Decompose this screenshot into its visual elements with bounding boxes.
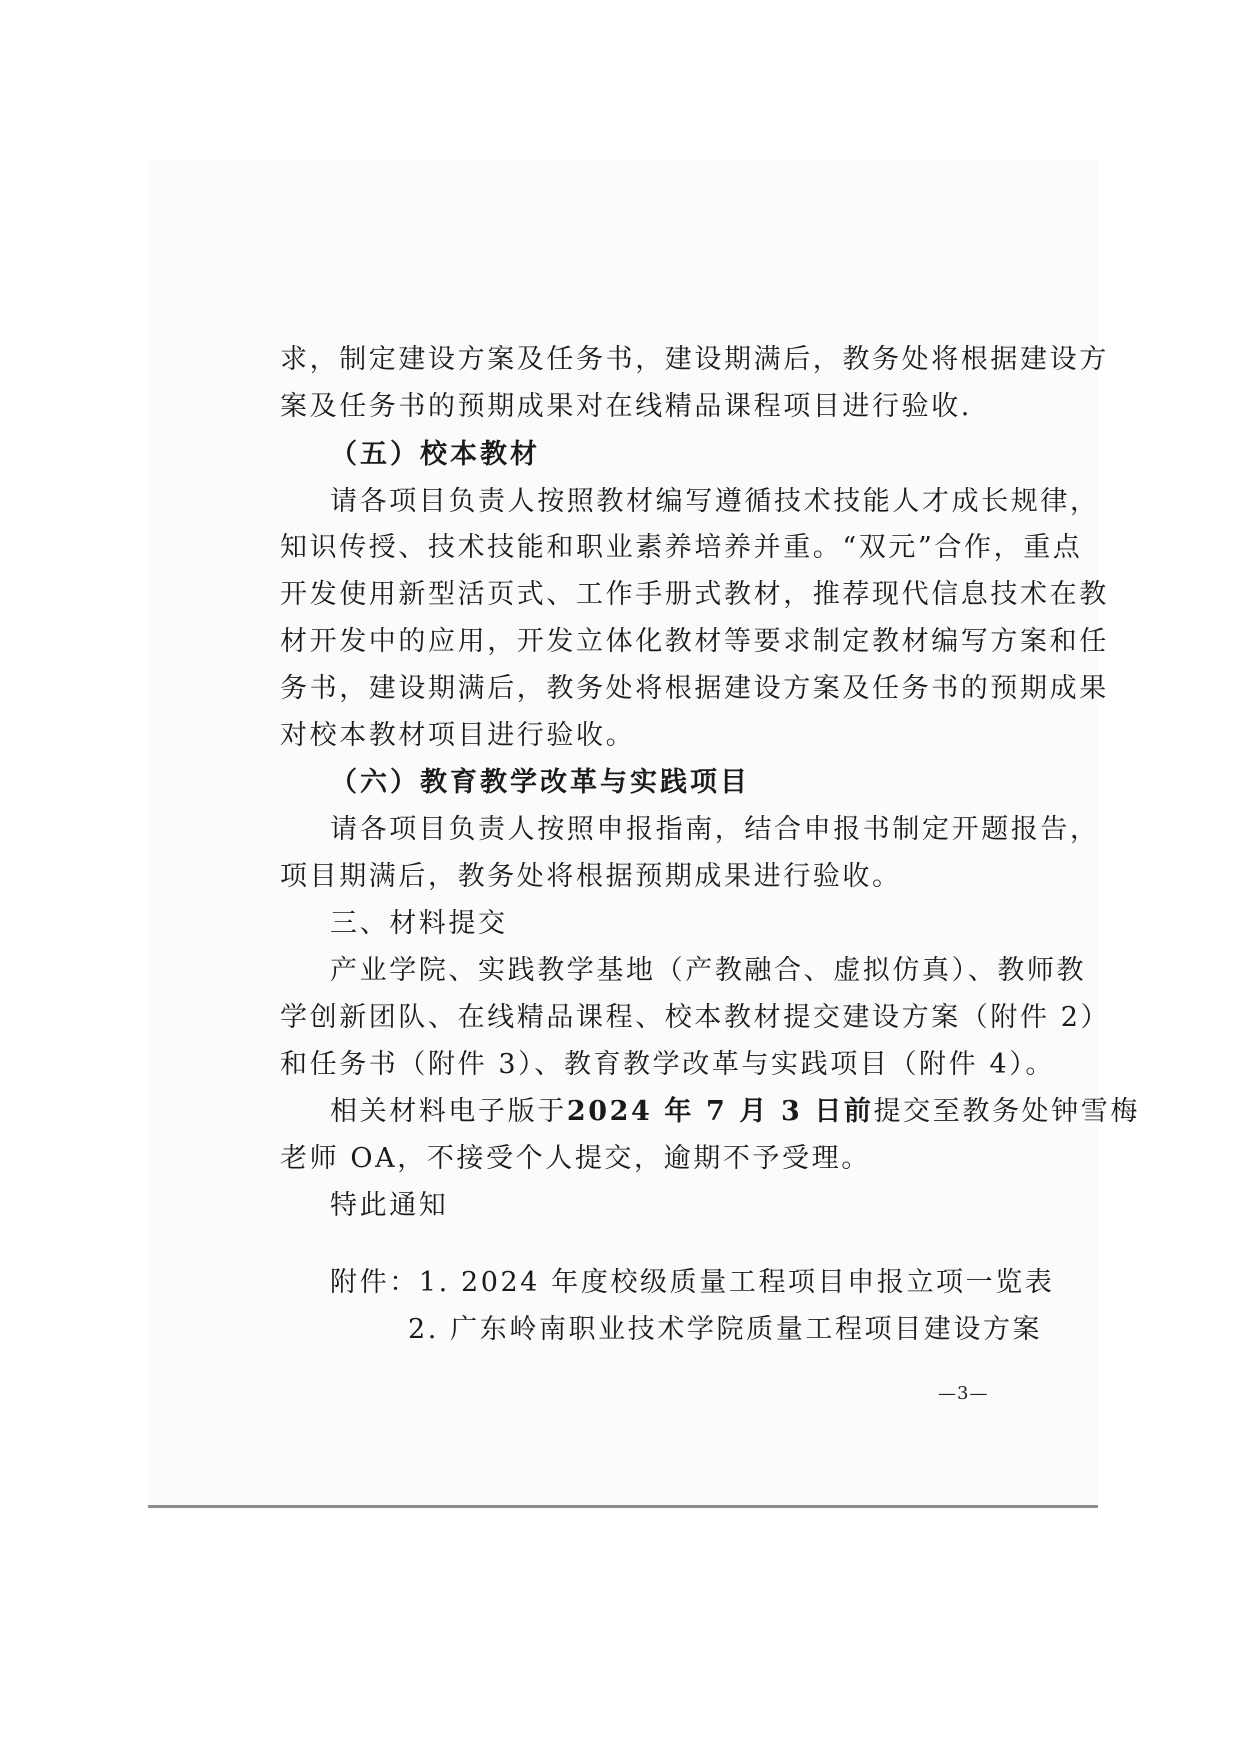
para1-line2: 案及任务书的预期成果对在线精品课程项目进行验收. bbox=[280, 391, 972, 422]
closing-text: 特此通知 bbox=[330, 1190, 449, 1221]
deadline-date: 2024 年 7 月 3 日前 bbox=[566, 1096, 874, 1127]
para2-line1: 请各项目负责人按照教材编写遵循技术技能人才成长规律， bbox=[330, 486, 1100, 517]
attachment-item-1: 1. 2024 年度校级质量工程项目申报立项一览表 bbox=[418, 1267, 1055, 1298]
page-number: —3— bbox=[938, 1383, 989, 1404]
attachments-row-1 bbox=[330, 1263, 1054, 1303]
para5-line1 bbox=[330, 1092, 1140, 1132]
para4-line3: 和任务书（附件 3）、教育教学改革与实践项目（附件 4）。 bbox=[280, 1049, 1055, 1080]
para2-line2: 知识传授、技术技能和职业素养培养并重。“双元”合作，重点 bbox=[280, 532, 1083, 563]
page-bottom-edge bbox=[148, 1505, 1098, 1508]
attachment-item-2: 2. 广东岭南职业技术学院质量工程项目建设方案 bbox=[408, 1314, 1043, 1345]
para1-line1: 求，制定建设方案及任务书，建设期满后，教务处将根据建设方 bbox=[280, 344, 1109, 375]
para3-line1: 请各项目负责人按照申报指南，结合申报书制定开题报告， bbox=[330, 814, 1100, 845]
section-heading-6: （六）教育教学改革与实践项目 bbox=[330, 767, 750, 798]
para2-line3: 开发使用新型活页式、工作手册式教材，推荐现代信息技术在教 bbox=[280, 579, 1109, 610]
para5-line2: 老师 OA，不接受个人提交，逾期不予受理。 bbox=[280, 1143, 871, 1174]
para3-line2: 项目期满后，教务处将根据预期成果进行验收。 bbox=[280, 861, 902, 892]
attachments-label: 附件： bbox=[330, 1267, 419, 1298]
section-heading-3: 三、材料提交 bbox=[330, 908, 508, 939]
para4-line1: 产业学院、实践教学基地（产教融合、虚拟仿真）、教师教 bbox=[330, 955, 1087, 986]
para2-line6: 对校本教材项目进行验收。 bbox=[280, 720, 636, 751]
para4-line2: 学创新团队、在线精品课程、校本教材提交建设方案（附件 2） bbox=[280, 1002, 1111, 1033]
para2-line4: 材开发中的应用，开发立体化教材等要求制定教材编写方案和任 bbox=[280, 626, 1109, 657]
section-heading-5: （五）校本教材 bbox=[330, 439, 540, 470]
para2-line5: 务书，建设期满后，教务处将根据建设方案及任务书的预期成果 bbox=[280, 673, 1109, 704]
para5-line1-pre: 相关材料电子版于 bbox=[330, 1096, 567, 1127]
para5-line1-post: 提交至教务处钟雪梅 bbox=[873, 1096, 1140, 1127]
